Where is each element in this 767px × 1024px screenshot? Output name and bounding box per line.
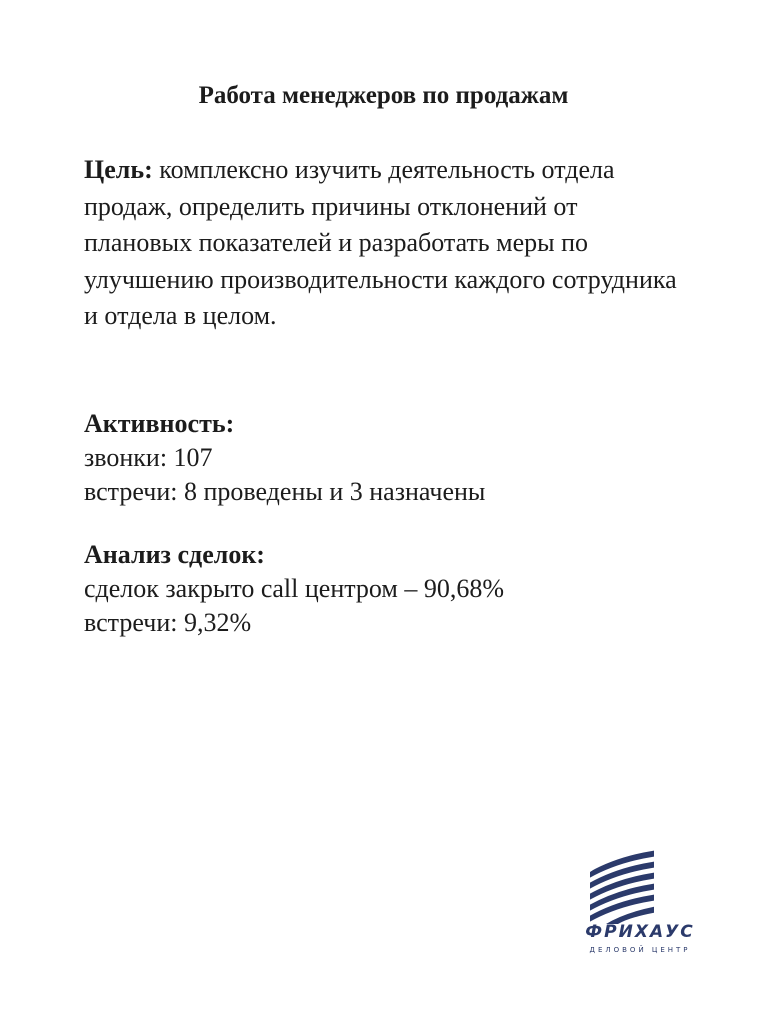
goal-label: Цель: xyxy=(84,155,153,184)
deals-section xyxy=(84,538,704,640)
company-logo xyxy=(560,840,720,960)
deals-meetings: встречи: 9,32% xyxy=(84,608,252,637)
activity-section xyxy=(84,407,704,509)
activity-heading: Активность: xyxy=(84,409,235,438)
deals-heading: Анализ сделок: xyxy=(84,540,265,569)
logo-name: ФРИХАУС xyxy=(585,922,695,942)
page-title: Работа менеджеров по продажам xyxy=(198,82,569,109)
building-stripes-icon xyxy=(586,846,658,924)
logo-subtitle: ДЕЛОВОЙ ЦЕНТР xyxy=(589,946,691,954)
deals-callcenter: сделок закрыто call центром – 90,68% xyxy=(84,574,505,603)
activity-calls: звонки: 107 xyxy=(84,443,213,472)
activity-meetings: встречи: 8 проведены и 3 назначены xyxy=(84,477,486,506)
goal-text: комплексно изучить деятельность отдела продаж, определить причины отклонений от плановых показателей и разработать меры по улучшению производительности каждого сотрудника и отдела в целом. xyxy=(84,155,677,330)
goal-paragraph xyxy=(84,152,684,335)
